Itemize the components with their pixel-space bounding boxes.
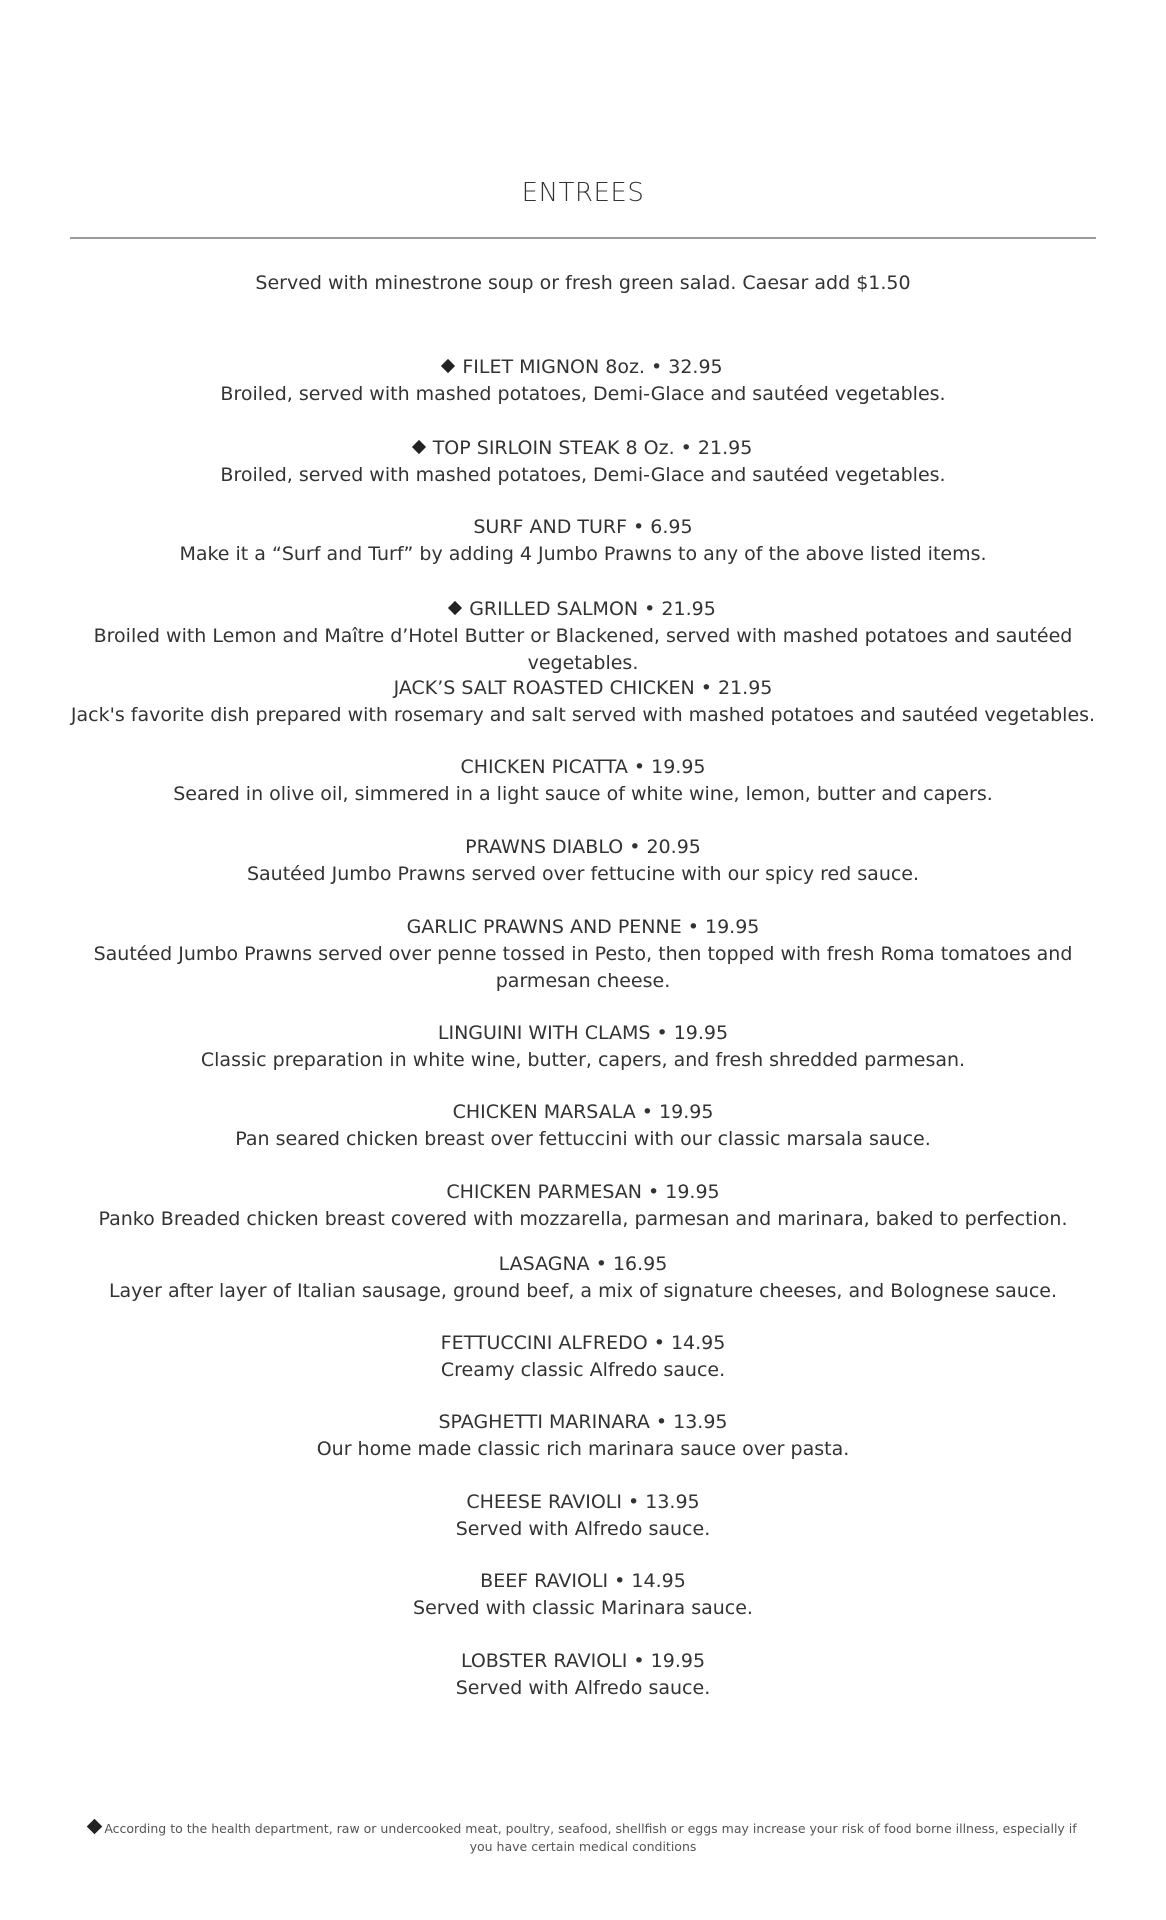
- menu-item-description: Panko Breaded chicken breast covered with mozzarella, parmesan and marinara, baked to perfection.: [98, 1208, 1068, 1230]
- menu-item-description: Served with Alfredo sauce.: [455, 1677, 711, 1699]
- menu-item-description: Broiled, served with mashed potatoes, Demi-Glace and sautéed vegetables.: [220, 383, 946, 405]
- page-title: ENTREES: [521, 178, 645, 208]
- diamond-icon: [87, 1819, 103, 1835]
- menu-item-name: CHEESE RAVIOLI • 13.95: [466, 1491, 700, 1513]
- menu-item: [60, 1330, 1106, 1384]
- menu-item: [60, 596, 1106, 677]
- menu-item-name: CHICKEN PICATTA • 19.95: [460, 756, 706, 778]
- menu-item-name: TOP SIRLOIN STEAK 8 Oz. • 21.95: [60, 435, 1106, 462]
- menu-item-name: JACK’S SALT ROASTED CHICKEN • 21.95: [393, 677, 773, 699]
- menu-item: [60, 1099, 1106, 1153]
- intro-text: Served with minestrone soup or fresh green salad. Caesar add $1.50: [255, 272, 911, 294]
- diamond-icon: [448, 601, 462, 615]
- menu-item: [60, 1179, 1106, 1233]
- diamond-icon: [441, 359, 455, 373]
- menu-item-name: GRILLED SALMON • 21.95: [60, 596, 1106, 623]
- menu-item-description: Classic preparation in white wine, butter, capers, and fresh shredded parmesan.: [200, 1049, 966, 1071]
- menu-item: [60, 675, 1106, 729]
- menu-item-description: Pan seared chicken breast over fettuccini with our classic marsala sauce.: [235, 1128, 931, 1150]
- menu-item-name: CHICKEN PARMESAN • 19.95: [446, 1181, 720, 1203]
- menu-item-description: Layer after layer of Italian sausage, ground beef, a mix of signature cheeses, and Bolognese sauce.: [108, 1280, 1058, 1302]
- menu-item-description: Jack's favorite dish prepared with rosemary and salt served with mashed potatoes and sautéed vegetables.: [70, 704, 1096, 726]
- menu-item: [60, 1489, 1106, 1543]
- menu-item-description: Broiled, served with mashed potatoes, Demi-Glace and sautéed vegetables.: [220, 464, 946, 486]
- menu-item: [60, 1648, 1106, 1702]
- menu-item-name: BEEF RAVIOLI • 14.95: [480, 1570, 686, 1592]
- menu-item: [60, 514, 1106, 568]
- menu-item-name: SURF AND TURF • 6.95: [473, 516, 693, 538]
- menu-item-name: SPAGHETTI MARINARA • 13.95: [438, 1411, 728, 1433]
- menu-item-description: Seared in olive oil, simmered in a light sauce of white wine, lemon, butter and capers.: [173, 783, 993, 805]
- health-disclaimer: According to the health department, raw or undercooked meat, poultry, seafood, shellfish or eggs may increase your risk of food borne illness, especially if you have certain medical conditions: [80, 1820, 1086, 1856]
- menu-item-name: FETTUCCINI ALFREDO • 14.95: [440, 1332, 726, 1354]
- menu-item: [60, 834, 1106, 888]
- menu-item-name: FILET MIGNON 8oz. • 32.95: [60, 354, 1106, 381]
- diamond-icon: [412, 440, 426, 454]
- menu-item: [60, 754, 1106, 808]
- menu-item: [60, 1568, 1106, 1622]
- menu-item-description: Creamy classic Alfredo sauce.: [440, 1359, 726, 1381]
- menu-item-description: Broiled with Lemon and Maître d’Hotel Butter or Blackened, served with mashed potatoes and sautéed vegetables.: [93, 625, 1073, 674]
- menu-item-name: GARLIC PRAWNS AND PENNE • 19.95: [406, 916, 760, 938]
- title-divider: [70, 237, 1096, 239]
- menu-item: [60, 354, 1106, 408]
- menu-item-description: Sautéed Jumbo Prawns served over fettucine with our spicy red sauce.: [246, 863, 920, 885]
- menu-item-description: Sautéed Jumbo Prawns served over penne tossed in Pesto, then topped with fresh Roma tomatoes and parmesan cheese.: [93, 943, 1073, 992]
- menu-item-name: LINGUINI WITH CLAMS • 19.95: [437, 1022, 729, 1044]
- menu-item: [60, 914, 1106, 995]
- menu-item: [60, 1409, 1106, 1463]
- menu-item: [60, 1020, 1106, 1074]
- menu-item-name: PRAWNS DIABLO • 20.95: [465, 836, 701, 858]
- menu-item-name: LOBSTER RAVIOLI • 19.95: [460, 1650, 706, 1672]
- menu-item: [60, 435, 1106, 489]
- menu-item-name: CHICKEN MARSALA • 19.95: [452, 1101, 714, 1123]
- menu-item: [60, 1251, 1106, 1305]
- menu-item-name: LASAGNA • 16.95: [498, 1253, 668, 1275]
- menu-item-description: Make it a “Surf and Turf” by adding 4 Jumbo Prawns to any of the above listed items.: [179, 543, 987, 565]
- menu-item-description: Served with classic Marinara sauce.: [413, 1597, 753, 1619]
- menu-item-description: Our home made classic rich marinara sauce over pasta.: [316, 1438, 850, 1460]
- menu-item-description: Served with Alfredo sauce.: [455, 1518, 711, 1540]
